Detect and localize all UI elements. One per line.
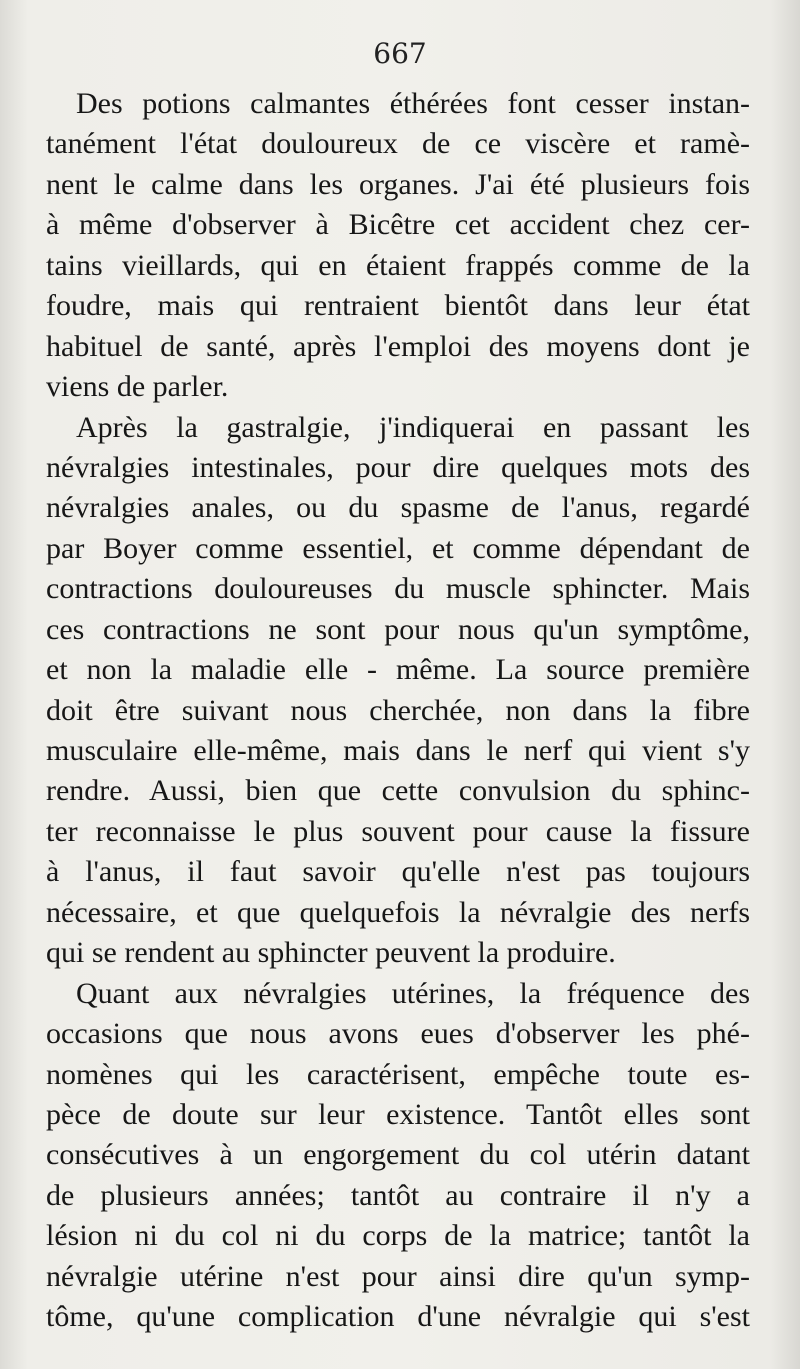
text-line: nent le calme dans les organes. J'ai été plusieurs fois (46, 167, 750, 201)
text-line: tôme, qu'une complication d'une névralgie qui s'est (46, 1300, 750, 1334)
text-line: ter reconnaisse le plus souvent pour cause la fissure (46, 814, 750, 848)
text-line: Après la gastralgie, j'indiquerai en passant les (76, 410, 750, 444)
text-line: ces contractions ne sont pour nous qu'un symptôme, (46, 612, 750, 646)
text-line: consécutives à un engorgement du col utérin datant (46, 1138, 750, 1172)
text-line: nomènes qui les caractérisent, empêche toute es- (46, 1057, 750, 1091)
text-line: viens de parler. (46, 370, 229, 404)
text-line: pèce de doute sur leur existence. Tantôt elles sont (46, 1097, 750, 1131)
text-line: névralgies anales, ou du spasme de l'anus, regardé (46, 491, 750, 525)
text-line: occasions que nous avons eues d'observer les phé- (46, 1017, 750, 1051)
text-line: contractions douloureuses du muscle sphincter. Mais (46, 572, 750, 606)
text-line: foudre, mais qui rentraient bientôt dans leur état (46, 289, 750, 323)
text-line: à l'anus, il faut savoir qu'elle n'est pas toujours (46, 855, 750, 889)
text-line: musculaire elle-même, mais dans le nerf qui vient s'y (46, 734, 750, 767)
text-line: par Boyer comme essentiel, et comme dépendant de (46, 531, 750, 565)
text-line: de plusieurs années; tantôt au contraire il n'y a (46, 1178, 750, 1212)
text-line: qui se rendent au sphincter peuvent la produire. (46, 936, 616, 970)
text-line: Des potions calmantes éthérées font cesser instan- (76, 87, 750, 120)
text-line: névralgies intestinales, pour dire quelques mots des (46, 450, 750, 484)
text-line: Quant aux névralgies utérines, la fréquence des (76, 976, 750, 1010)
text-line: doit être suivant nous cherchée, non dans la fibre (46, 693, 750, 727)
text-line: rendre. Aussi, bien que cette convulsion du sphinc- (46, 774, 750, 808)
text-line: habituel de santé, après l'emploi des moyens dont je (46, 329, 750, 363)
body-text (46, 84, 750, 1338)
text-line: névralgie utérine n'est pour ainsi dire qu'un symp- (46, 1259, 750, 1293)
text-line: et non la maladie elle - même. La source première (46, 653, 750, 687)
text-line: lésion ni du col ni du corps de la matrice; tantôt la (46, 1219, 750, 1253)
page-number: 667 (373, 37, 427, 70)
text-line: nécessaire, et que quelquefois la névralgie des nerfs (46, 895, 750, 929)
text-line: tanément l'état douloureux de ce viscère et ramè- (46, 127, 750, 161)
text-line: tains vieillards, qui en étaient frappés comme de la (46, 248, 750, 282)
text-line: à même d'observer à Bicêtre cet accident chez cer- (46, 208, 750, 242)
